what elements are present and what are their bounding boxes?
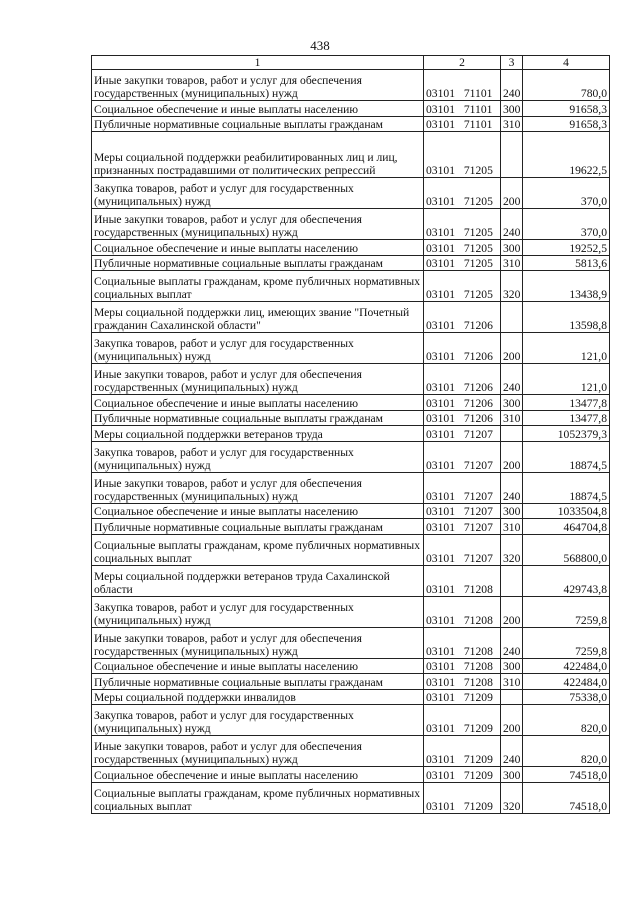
row-amount-cell: 13438,9 (523, 271, 610, 302)
row-code-cell: 03101 71209 (424, 782, 501, 813)
row-name-cell: Социальные выплаты гражданам, кроме публичных нормативных социальных выплат (92, 271, 424, 302)
row-amount-cell: 74518,0 (523, 767, 610, 783)
table-row (92, 101, 610, 117)
row-amount-cell: 121,0 (523, 364, 610, 395)
table-row (92, 565, 610, 596)
row-type-cell: 300 (501, 101, 523, 117)
row-type-cell: 320 (501, 271, 523, 302)
row-type-cell: 240 (501, 627, 523, 658)
row-amount-cell: 13477,8 (523, 395, 610, 411)
row-code-cell: 03101 71206 (424, 364, 501, 395)
row-code-cell: 03101 71208 (424, 658, 501, 674)
row-code-cell: 03101 71209 (424, 705, 501, 736)
row-amount-cell: 18874,5 (523, 472, 610, 503)
row-amount-cell: 7259,8 (523, 596, 610, 627)
row-amount-cell: 820,0 (523, 736, 610, 767)
row-code-cell: 03101 71205 (424, 209, 501, 240)
row-name-cell: Закупка товаров, работ и услуг для государственных (муниципальных) нужд (92, 705, 424, 736)
row-name-cell: Иные закупки товаров, работ и услуг для обеспечения государственных (муниципальных) нужд (92, 364, 424, 395)
row-code-cell: 03101 71101 (424, 116, 501, 132)
budget-table (91, 55, 610, 814)
row-type-cell: 240 (501, 736, 523, 767)
row-code-cell: 03101 71207 (424, 519, 501, 535)
table-row (92, 441, 610, 472)
table-row (92, 472, 610, 503)
row-amount-cell: 91658,3 (523, 101, 610, 117)
row-name-cell: Иные закупки товаров, работ и услуг для обеспечения государственных (муниципальных) нужд (92, 472, 424, 503)
row-code-cell: 03101 71205 (424, 178, 501, 209)
header-code: 2 (424, 56, 501, 70)
row-type-cell: 300 (501, 395, 523, 411)
row-name-cell: Меры социальной поддержки инвалидов (92, 689, 424, 705)
row-code-cell: 03101 71208 (424, 565, 501, 596)
row-amount-cell: 370,0 (523, 178, 610, 209)
row-name-cell: Иные закупки товаров, работ и услуг для обеспечения государственных (муниципальных) нужд (92, 209, 424, 240)
row-type-cell (501, 132, 523, 178)
table-row (92, 736, 610, 767)
row-amount-cell: 121,0 (523, 333, 610, 364)
table-row (92, 132, 610, 178)
row-amount-cell: 568800,0 (523, 534, 610, 565)
table-row (92, 596, 610, 627)
table-row (92, 178, 610, 209)
row-name-cell: Закупка товаров, работ и услуг для государственных (муниципальных) нужд (92, 333, 424, 364)
row-code-cell: 03101 71209 (424, 767, 501, 783)
row-name-cell: Меры социальной поддержки реабилитированных лиц и лиц, признанных пострадавшими от политических репрессий (92, 132, 424, 178)
row-name-cell: Публичные нормативные социальные выплаты гражданам (92, 116, 424, 132)
row-type-cell: 320 (501, 534, 523, 565)
row-type-cell: 240 (501, 472, 523, 503)
table-header (92, 56, 610, 70)
row-code-cell: 03101 71101 (424, 101, 501, 117)
row-name-cell: Закупка товаров, работ и услуг для государственных (муниципальных) нужд (92, 596, 424, 627)
table-row (92, 410, 610, 426)
row-type-cell: 310 (501, 255, 523, 271)
table-row (92, 674, 610, 690)
table-row (92, 689, 610, 705)
header-type: 3 (501, 56, 523, 70)
row-name-cell: Социальные выплаты гражданам, кроме публичных нормативных социальных выплат (92, 782, 424, 813)
row-type-cell: 200 (501, 333, 523, 364)
table-row (92, 519, 610, 535)
row-amount-cell: 74518,0 (523, 782, 610, 813)
row-code-cell: 03101 71209 (424, 689, 501, 705)
row-name-cell: Меры социальной поддержки лиц, имеющих звание "Почетный гражданин Сахалинской области" (92, 302, 424, 333)
row-type-cell: 310 (501, 674, 523, 690)
row-name-cell: Меры социальной поддержки ветеранов труда Сахалинской области (92, 565, 424, 596)
row-code-cell: 03101 71208 (424, 627, 501, 658)
row-code-cell: 03101 71207 (424, 503, 501, 519)
row-type-cell: 300 (501, 767, 523, 783)
row-amount-cell: 1033504,8 (523, 503, 610, 519)
row-amount-cell: 780,0 (523, 70, 610, 101)
row-name-cell: Социальное обеспечение и иные выплаты населению (92, 101, 424, 117)
table-row (92, 658, 610, 674)
row-code-cell: 03101 71207 (424, 472, 501, 503)
header-name: 1 (92, 56, 424, 70)
row-amount-cell: 75338,0 (523, 689, 610, 705)
table-row (92, 627, 610, 658)
row-code-cell: 03101 71207 (424, 441, 501, 472)
row-name-cell: Публичные нормативные социальные выплаты гражданам (92, 410, 424, 426)
row-type-cell: 310 (501, 410, 523, 426)
table-row (92, 333, 610, 364)
row-name-cell: Социальное обеспечение и иные выплаты населению (92, 767, 424, 783)
row-amount-cell: 422484,0 (523, 674, 610, 690)
row-type-cell: 200 (501, 178, 523, 209)
header-amount: 4 (523, 56, 610, 70)
table-row (92, 767, 610, 783)
row-type-cell: 200 (501, 596, 523, 627)
row-amount-cell: 370,0 (523, 209, 610, 240)
row-name-cell: Публичные нормативные социальные выплаты гражданам (92, 674, 424, 690)
row-name-cell: Иные закупки товаров, работ и услуг для обеспечения государственных (муниципальных) нужд (92, 736, 424, 767)
table-row (92, 426, 610, 442)
row-code-cell: 03101 71208 (424, 674, 501, 690)
row-amount-cell: 820,0 (523, 705, 610, 736)
row-type-cell: 240 (501, 70, 523, 101)
row-amount-cell: 422484,0 (523, 658, 610, 674)
table-row (92, 271, 610, 302)
table-row (92, 116, 610, 132)
row-code-cell: 03101 71207 (424, 534, 501, 565)
row-amount-cell: 429743,8 (523, 565, 610, 596)
table-row (92, 705, 610, 736)
row-name-cell: Закупка товаров, работ и услуг для государственных (муниципальных) нужд (92, 178, 424, 209)
row-name-cell: Закупка товаров, работ и услуг для государственных (муниципальных) нужд (92, 441, 424, 472)
row-name-cell: Публичные нормативные социальные выплаты гражданам (92, 255, 424, 271)
table-row (92, 209, 610, 240)
row-code-cell: 03101 71205 (424, 240, 501, 256)
row-name-cell: Социальные выплаты гражданам, кроме публичных нормативных социальных выплат (92, 534, 424, 565)
row-type-cell (501, 426, 523, 442)
table-row (92, 240, 610, 256)
row-code-cell: 03101 71205 (424, 255, 501, 271)
row-type-cell (501, 689, 523, 705)
page-number: 438 (310, 38, 330, 53)
row-type-cell: 200 (501, 441, 523, 472)
row-type-cell (501, 302, 523, 333)
row-amount-cell: 19252,5 (523, 240, 610, 256)
row-type-cell (501, 565, 523, 596)
row-amount-cell: 464704,8 (523, 519, 610, 535)
table-body (92, 70, 610, 814)
table-row (92, 70, 610, 101)
row-name-cell: Иные закупки товаров, работ и услуг для обеспечения государственных (муниципальных) нужд (92, 627, 424, 658)
row-amount-cell: 91658,3 (523, 116, 610, 132)
row-amount-cell: 18874,5 (523, 441, 610, 472)
row-code-cell: 03101 71209 (424, 736, 501, 767)
row-amount-cell: 1052379,3 (523, 426, 610, 442)
row-amount-cell: 19622,5 (523, 132, 610, 178)
row-type-cell: 300 (501, 658, 523, 674)
table-row (92, 503, 610, 519)
row-code-cell: 03101 71205 (424, 132, 501, 178)
header-row (92, 56, 610, 70)
row-code-cell: 03101 71206 (424, 410, 501, 426)
row-code-cell: 03101 71205 (424, 271, 501, 302)
row-name-cell: Иные закупки товаров, работ и услуг для обеспечения государственных (муниципальных) нужд (92, 70, 424, 101)
row-name-cell: Социальное обеспечение и иные выплаты населению (92, 658, 424, 674)
row-type-cell: 310 (501, 519, 523, 535)
row-type-cell: 240 (501, 364, 523, 395)
row-amount-cell: 13477,8 (523, 410, 610, 426)
table-row (92, 534, 610, 565)
row-name-cell: Социальное обеспечение и иные выплаты населению (92, 240, 424, 256)
row-type-cell: 200 (501, 705, 523, 736)
row-code-cell: 03101 71206 (424, 302, 501, 333)
row-amount-cell: 13598,8 (523, 302, 610, 333)
row-type-cell: 310 (501, 116, 523, 132)
row-name-cell: Публичные нормативные социальные выплаты гражданам (92, 519, 424, 535)
row-name-cell: Меры социальной поддержки ветеранов труда (92, 426, 424, 442)
table-row (92, 782, 610, 813)
row-name-cell: Социальное обеспечение и иные выплаты населению (92, 503, 424, 519)
table-row (92, 395, 610, 411)
row-amount-cell: 5813,6 (523, 255, 610, 271)
row-code-cell: 03101 71208 (424, 596, 501, 627)
table-row (92, 302, 610, 333)
row-type-cell: 240 (501, 209, 523, 240)
row-code-cell: 03101 71206 (424, 395, 501, 411)
row-type-cell: 300 (501, 503, 523, 519)
row-code-cell: 03101 71207 (424, 426, 501, 442)
table-row (92, 255, 610, 271)
table-row (92, 364, 610, 395)
row-type-cell: 300 (501, 240, 523, 256)
row-code-cell: 03101 71206 (424, 333, 501, 364)
row-amount-cell: 7259,8 (523, 627, 610, 658)
row-type-cell: 320 (501, 782, 523, 813)
row-name-cell: Социальное обеспечение и иные выплаты населению (92, 395, 424, 411)
row-code-cell: 03101 71101 (424, 70, 501, 101)
